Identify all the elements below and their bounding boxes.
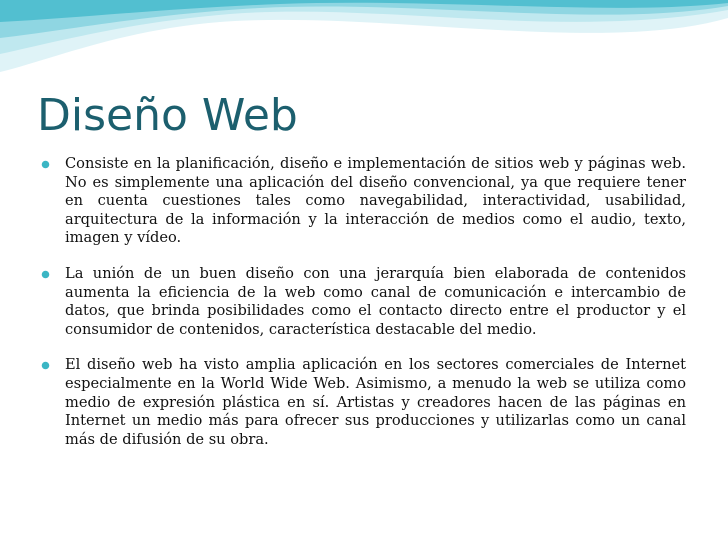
bullet-icon <box>41 160 50 169</box>
header-wave-decoration <box>0 0 728 95</box>
bullet-text: La unión de un buen diseño con una jerarquía bien elaborada de contenidos aumenta la eficiencia de la web como canal de comunicación e intercambio de datos, que brinda posibilidades como el contacto directo entre el productor y el consumidor de contenidos, característica destacable del medio. <box>65 264 686 338</box>
bullet-list <box>40 155 686 466</box>
bullet-icon <box>41 361 50 370</box>
bullet-item <box>40 356 686 449</box>
slide-title: Diseño Web <box>37 90 298 141</box>
bullet-item <box>40 155 686 248</box>
bullet-item <box>40 265 686 339</box>
bullet-text: El diseño web ha visto amplia aplicación en los sectores comerciales de Internet especialmente en la World Wide Web. Asimismo, a menudo la web se utiliza como medio de expresión plástica en sí. Artistas y creadores hacen de las páginas en Internet un medio más para ofrecer sus producciones y utilizarlas como un canal más de difusión de su obra. <box>65 356 686 448</box>
bullet-text: Consiste en la planificación, diseño e implementación de sitios web y páginas web. No es simplemente una aplicación del diseño convencional, ya que requiere tener en cuenta cuestiones tales como navegabilidad, interactividad, usabilidad, arquitectura de la información y la interacción de medios como el audio, texto, imagen y vídeo. <box>65 155 686 247</box>
bullet-icon <box>41 270 50 279</box>
